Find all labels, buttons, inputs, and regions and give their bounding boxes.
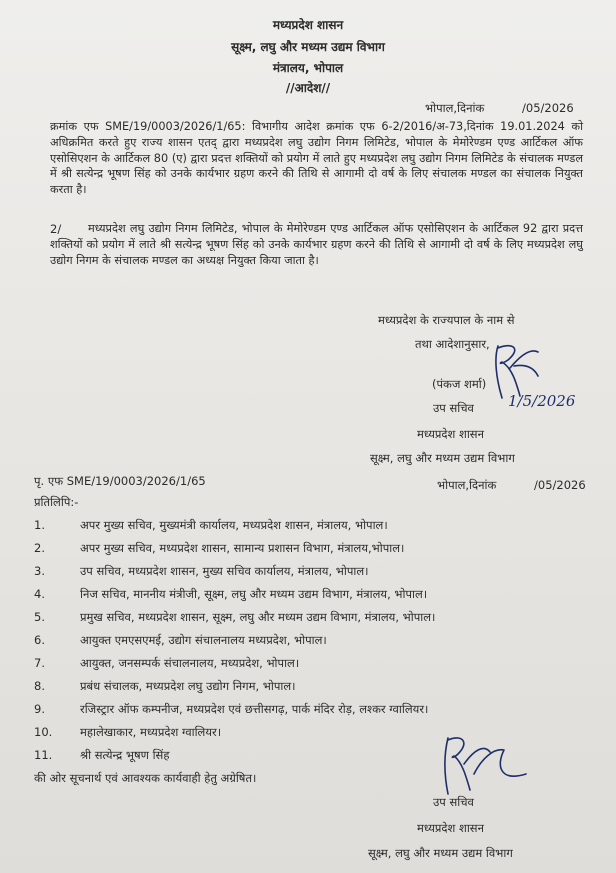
signatory-2-dept-1: मध्यप्रदेश शासन: [417, 821, 484, 835]
list-item: 10. महालेखाकार, मध्यप्रदेश ग्वालियर।: [34, 725, 222, 739]
header-office: मंत्रालय, भोपाल: [272, 61, 344, 75]
governor-name-line: मध्यप्रदेश के राज्यपाल के नाम से: [378, 313, 515, 327]
date-place: भोपाल,दिनांक: [425, 101, 485, 115]
order-paragraph-2: मध्यप्रदेश लघु उद्योग निगम लिमिटेड, भोपाल के मेमोरेण्डम एण्ड आर्टिकल ऑफ एसोसिएशन के आर्टिकल 92 द्वारा प्रदत्त शक्तियों को प्रयोग में लाते श्री सत्येन्द्र भूषण सिंह को उनके कार्यभार ग्रहण करने की तिथि से आगामी दो वर्ष के लिए मध्यप्रदेश लघु उद्योग निगम के संचालक मण्डल का अध्यक्ष नियुक्त किया जाता है।: [50, 222, 583, 267]
signatory-name: (पंकज शर्मा): [432, 377, 487, 391]
list-item: 5. प्रमुख सचिव, मध्यप्रदेश शासन, सूक्ष्म, लघु और मध्यम उद्यम विभाग, मंत्रालय, भोपाल।: [34, 610, 436, 624]
list-item: 8. प्रबंध संचालक, मध्यप्रदेश लघु उद्योग निगम, भोपाल।: [34, 679, 296, 693]
list-item: 4. निज सचिव, माननीय मंत्रीजी, सूक्ष्म, लघु और मध्यम उद्यम विभाग, मंत्रालय, भोपाल।: [34, 587, 428, 601]
list-item: 7. आयुक्त, जनसम्पर्क संचालनालय, मध्यप्रदेश, भोपाल।: [34, 656, 300, 670]
signatory-dept-2: सूक्ष्म, लघु और मध्यम उद्यम विभाग: [370, 451, 515, 465]
list-item: 3. उप सचिव, मध्यप्रदेश शासन, मुख्य सचिव कार्यालय, मंत्रालय, भोपाल।: [34, 564, 369, 578]
header-order-title: //आदेश//: [285, 81, 331, 95]
list-item: 2. अपर मुख्य सचिव, मध्यप्रदेश शासन, सामान्य प्रशासन विभाग, मंत्रालय,भोपाल।: [34, 541, 405, 555]
endorsement-place: भोपाल,दिनांक: [437, 478, 497, 492]
by-order-line: तथा आदेशानुसार,: [415, 337, 490, 351]
signatory-2-dept-2: सूक्ष्म, लघु और मध्यम उद्यम विभाग: [368, 846, 513, 860]
endorsement-date: /05/2026: [534, 478, 586, 492]
header-government: मध्यप्रदेश शासन: [272, 18, 344, 32]
list-item: 6. आयुक्त एमएसएमई, उद्योग संचालनालय मध्यप्रदेश, भोपाल।: [34, 633, 327, 647]
signatory-designation: उप सचिव: [433, 401, 474, 415]
signature-1-icon: [468, 338, 548, 410]
handwritten-date: 1/5/2026: [508, 392, 576, 410]
order-paragraph-1: क्रमांक एफ SME/19/0003/2026/1/65: विभागीय आदेश क्रमांक एफ 6-2/2016/अ-73,दिनांक 19.01.2024 को अधिक्रमित करते हुए राज्य शासन एतद् द्वारा मध्यप्रदेश लघु उद्योग निगम लिमिटेड, भोपाल के मेमोरेण्डम एण्ड आर्टिकल ऑफ एसोसिएशन के आर्टिकल 80 (ए) द्वारा प्रदत्त शक्तियों को प्रयोग में लाते हुए मध्यप्रदेश लघु उद्योग निगम लिमिटेड के संचालक मण्डल में श्री सत्येन्द्र भूषण सिंह को उनके कार्यभार ग्रहण करने की तिथि से आगामी दो वर्ष के लिए संचालक मण्डल का संचालक नियुक्त करता है।: [50, 120, 583, 197]
closing-note: की ओर सूचनार्थ एवं आवश्यक कार्यवाही हेतु अग्रेषित।: [34, 771, 257, 785]
paragraph-2-number: 2/: [50, 222, 62, 236]
signatory-2-designation: उप सचिव: [433, 795, 474, 809]
list-item: 9. रजिस्ट्रार ऑफ कम्पनीज, मध्यप्रदेश एवं छत्तीसगढ़, पार्क मंदिर रोड़, लश्कर ग्वालियर।: [34, 702, 429, 716]
list-item: 1. अपर मुख्य सचिव, मुख्यमंत्री कार्यालय, मध्यप्रदेश शासन, मंत्रालय, भोपाल।: [34, 518, 388, 532]
copy-to-label: प्रतिलिपि:-: [34, 495, 79, 509]
signatory-dept-1: मध्यप्रदेश शासन: [417, 427, 484, 441]
endorsement-reference: पृ. एफ SME/19/0003/2026/1/65: [34, 474, 206, 488]
header-department: सूक्ष्म, लघु और मध्यम उद्यम विभाग: [231, 40, 385, 54]
list-item: 11. श्री सत्येन्द्र भूषण सिंह: [34, 748, 170, 762]
date-value: /05/2026: [522, 101, 574, 115]
